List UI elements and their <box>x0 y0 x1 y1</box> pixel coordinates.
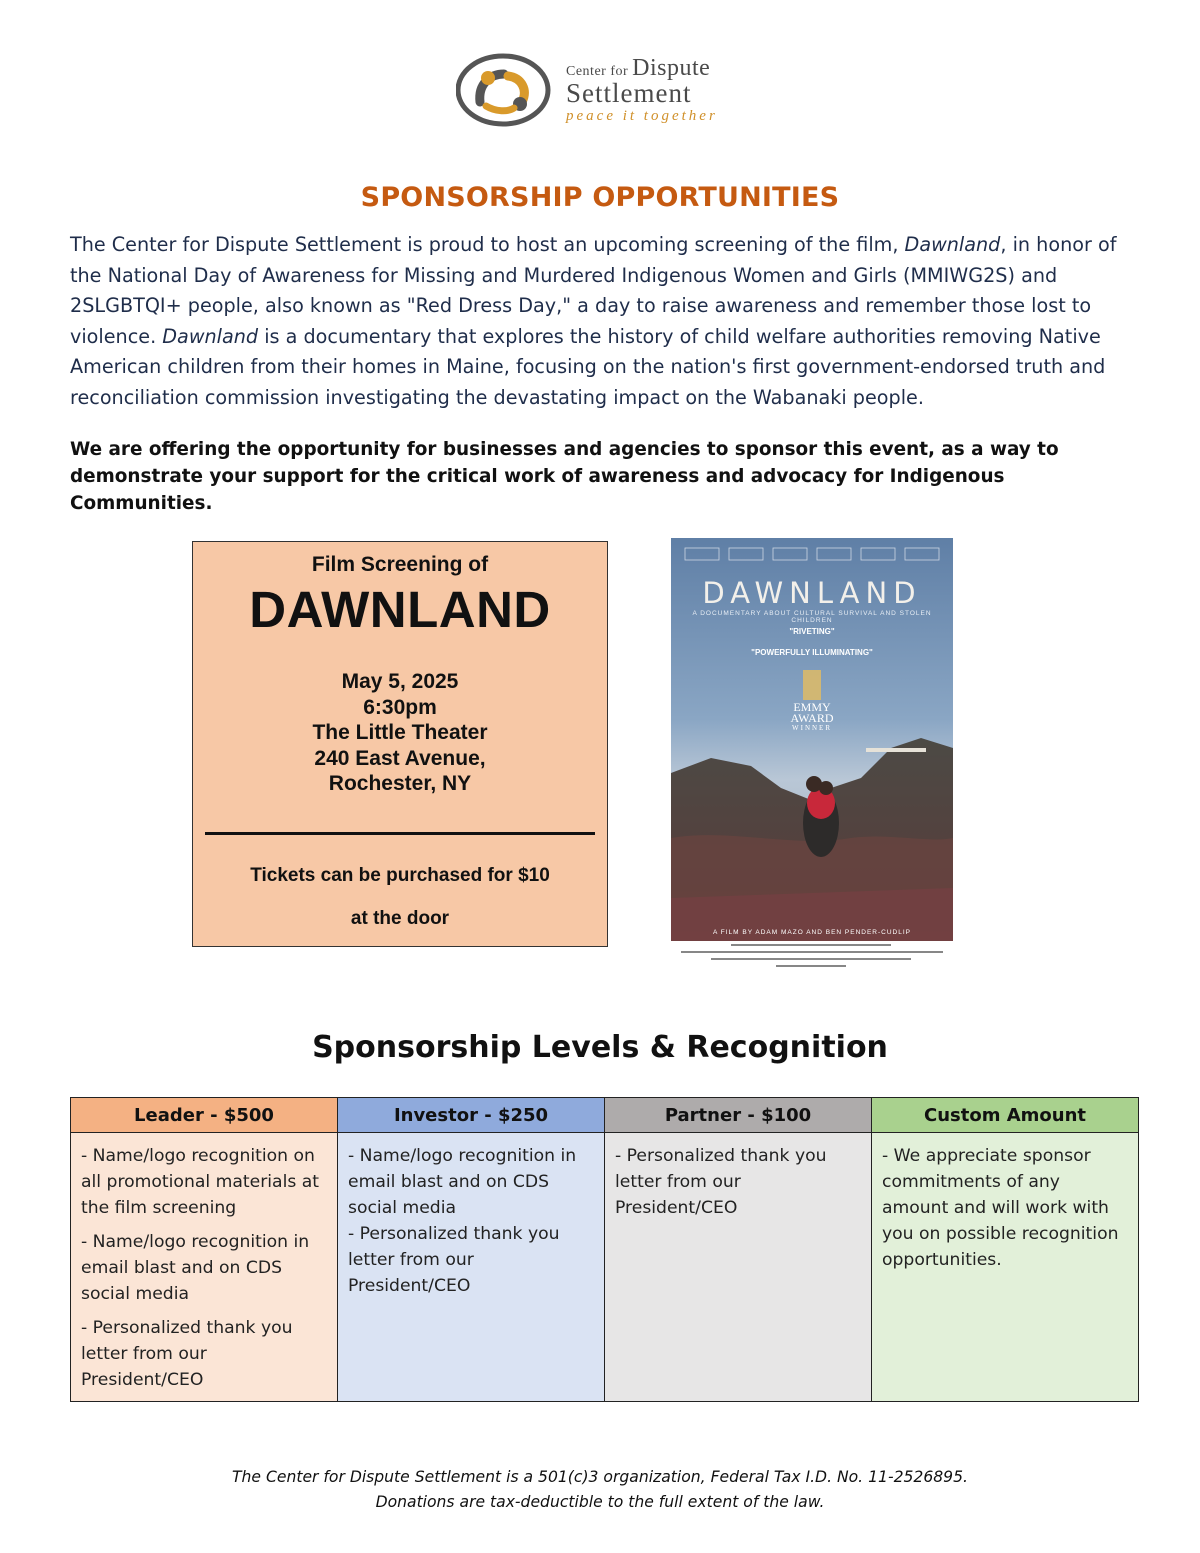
event-details <box>193 669 607 797</box>
footer-line1: The Center for Dispute Settlement is a 501(c)3 organization, Federal Tax I.D. No. 11-2526895. <box>232 1468 968 1486</box>
footer <box>0 1465 1200 1515</box>
logo-tagline: peace it together <box>566 108 718 124</box>
sponsorship-levels-table <box>70 1097 1139 1402</box>
event-film-title: DAWNLAND <box>249 581 551 638</box>
partner-benefits <box>605 1133 872 1402</box>
page-title: SPONSORSHIP OPPORTUNITIES <box>360 182 840 213</box>
offer-paragraph: We are offering the opportunity for businesses and agencies to sponsor this event, as a way to demonstrate your support for the critical work of awareness and advocacy for Indigenous Communities. <box>70 439 1059 514</box>
header-leader: Leader - $500 <box>71 1098 338 1133</box>
intro-paragraph: The Center for Dispute Settlement is proud to host an upcoming screening of the film, Dawnland, in honor of the National Day of Awareness for Missing and Murdered Indigenous Women and Girls (MMIWG2S) and 2SLGBTQI+ people, also known as "Red Dress Day," a day to raise awareness and remember those lost to violence. Dawnland is a documentary that explores the history of child welfare authorities removing Native American children from their homes in Maine, focusing on the nation's first government-endorsed truth and reconciliation commission investigating the devastating impact on the Wabanaki people. <box>70 233 1117 409</box>
custom-benefits <box>872 1133 1139 1402</box>
event-tickets-line1: Tickets can be purchased for $10 <box>250 865 550 886</box>
footer-line2: Donations are tax-deductible to the full extent of the law. <box>375 1493 825 1511</box>
levels-title: Sponsorship Levels & Recognition <box>312 1030 888 1065</box>
header-partner: Partner - $100 <box>605 1098 872 1133</box>
poster-quote-1: "RIVETING" <box>789 627 835 636</box>
poster-billing-block <box>671 942 953 972</box>
cds-logo <box>456 52 756 128</box>
logo-line2: Settlement <box>566 78 692 108</box>
event-box <box>192 541 608 947</box>
film-poster <box>671 538 953 941</box>
poster-subtitle: A DOCUMENTARY ABOUT CULTURAL SURVIVAL AND STOLEN CHILDREN <box>692 610 932 624</box>
event-pre: Film Screening of <box>311 553 489 576</box>
poster-credit: A FILM BY ADAM MAZO AND BEN PENDER-CUDLIP <box>713 929 911 936</box>
logo-line1-small: Center for <box>566 64 633 79</box>
benefit-item: - Personalized thank you letter from our President/CEO <box>348 1224 560 1296</box>
logo-line1-big: Dispute <box>632 55 711 81</box>
benefit-item: - Personalized thank you letter from our President/CEO <box>81 1318 293 1390</box>
event-tickets-line2: at the door <box>350 908 450 929</box>
poster-emmy: EMMY AWARD WINNER <box>790 700 834 732</box>
leader-benefits <box>71 1133 338 1402</box>
benefit-item: - Name/logo recognition in email blast and on CDS social media <box>81 1232 310 1304</box>
event-time: 6:30pm <box>363 695 437 719</box>
poster-quote-2: "POWERFULLY ILLUMINATING" <box>751 648 873 657</box>
benefit-item: - Name/logo recognition in email blast and on CDS social media <box>348 1146 577 1218</box>
event-date: May 5, 2025 <box>341 670 459 693</box>
header-investor: Investor - $250 <box>338 1098 605 1133</box>
event-venue: The Little Theater <box>312 721 488 744</box>
header-custom: Custom Amount <box>872 1098 1139 1133</box>
event-city: Rochester, NY <box>328 772 472 795</box>
poster-title: DAWNLAND <box>702 576 922 610</box>
benefit-item: - Name/logo recognition on all promotional materials at the film screening <box>81 1146 320 1218</box>
event-divider <box>205 832 595 835</box>
event-street: 240 East Avenue, <box>314 746 486 770</box>
benefit-item: - We appreciate sponsor commitments of any amount and will work with you on possible recognition opportunities. <box>882 1146 1119 1270</box>
cds-logo-mark <box>456 52 556 128</box>
investor-benefits <box>338 1133 605 1402</box>
benefit-item: - Personalized thank you letter from our President/CEO <box>615 1146 827 1218</box>
